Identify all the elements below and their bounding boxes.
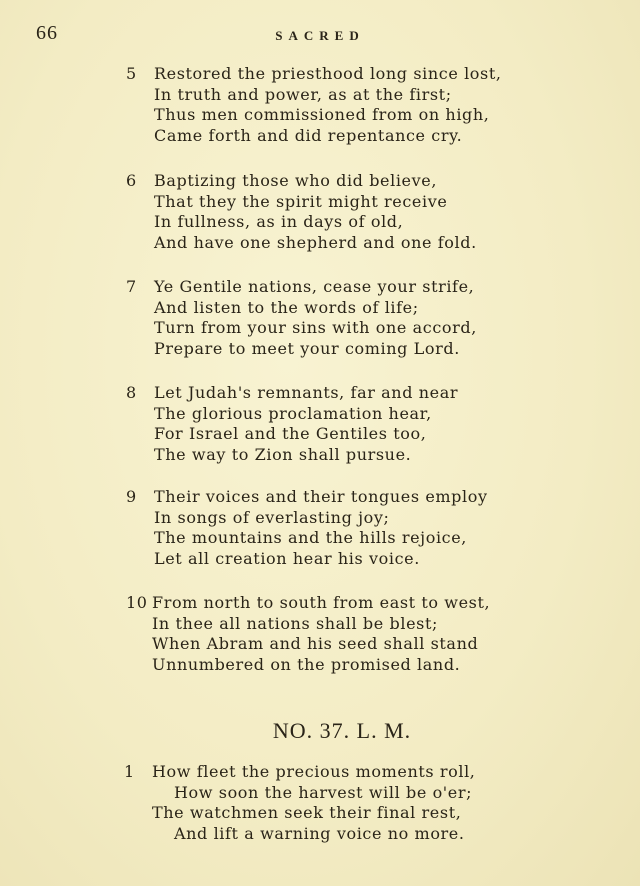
verse-line: 5 Restored the priesthood long since lost, — [126, 64, 502, 83]
stanza-number: 10 — [126, 593, 148, 612]
verse-line: Thus men commissioned from on high, — [154, 105, 490, 124]
stanza-9 — [126, 487, 530, 569]
verse-line: The way to Zion shall pursue. — [154, 444, 412, 464]
verse-line: In thee all nations shall be blest; — [152, 613, 438, 633]
verse-line: 6 Baptizing those who did believe, — [126, 171, 438, 190]
stanza-number: 5 — [126, 64, 137, 83]
verse-line: When Abram and his seed shall stand — [152, 634, 479, 653]
verse-line: Turn from your sins with one accord, — [154, 318, 477, 337]
stanza-5 — [126, 64, 530, 146]
page-number: 66 — [36, 22, 58, 44]
verse-line: In songs of everlasting joy; — [154, 507, 390, 527]
hymn-heading: NO. 37. L. M. — [272, 718, 412, 743]
verse-line: For Israel and the Gentiles too, — [154, 424, 427, 443]
verse-line: And have one shepherd and one fold. — [154, 232, 477, 252]
verse-line: 8 Let Judah's remnants, far and near — [126, 383, 459, 402]
verse-line: Came forth and did repentance cry. — [154, 125, 463, 145]
verse-line: Let all creation hear his voice. — [154, 548, 420, 568]
stanza-number: 8 — [126, 383, 137, 402]
verse-line: How soon the harvest will be o'er; — [174, 782, 473, 802]
verse-line: In truth and power, as at the first; — [154, 84, 452, 104]
running-head: SACRED — [275, 28, 365, 43]
verse-line: And lift a warning voice no more. — [174, 823, 465, 843]
stanza-7 — [126, 277, 530, 359]
verse-line: The glorious proclamation hear, — [154, 403, 432, 423]
verse-line: 10 From north to south from east to west, — [126, 593, 491, 612]
verse-line: The watchmen seek their final rest, — [152, 803, 462, 822]
stanza-6 — [126, 171, 530, 253]
stanza-number: 1 — [124, 762, 135, 781]
stanza-number: 6 — [126, 171, 137, 190]
verse-line: That they the spirit might receive — [154, 191, 448, 211]
verse-line: Unnumbered on the promised land. — [152, 654, 461, 674]
verse-line: The mountains and the hills rejoice, — [154, 528, 467, 547]
hymn-37-stanza-1 — [124, 762, 528, 844]
verse-line: 1 How fleet the precious moments roll, — [124, 762, 476, 781]
verse-line: Prepare to meet your coming Lord. — [154, 338, 460, 358]
stanza-10 — [128, 593, 528, 675]
verse-line: 9 Their voices and their tongues employ — [126, 487, 488, 506]
stanza-number: 9 — [126, 487, 137, 506]
verse-line: In fullness, as in days of old, — [154, 212, 404, 231]
verse-line: 7 Ye Gentile nations, cease your strife, — [126, 277, 475, 296]
verse-line: And listen to the words of life; — [154, 297, 419, 317]
stanza-8 — [126, 383, 530, 465]
stanza-number: 7 — [126, 277, 137, 296]
